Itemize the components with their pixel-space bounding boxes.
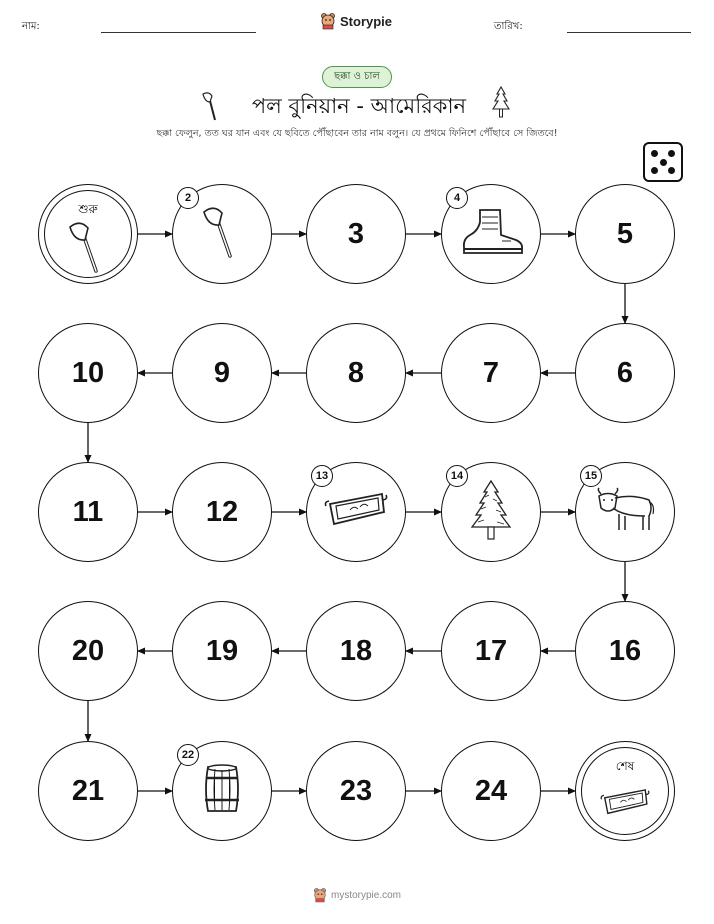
cell-number-badge: 13 — [311, 465, 333, 487]
board-cell-15 — [575, 462, 675, 562]
cell-number: 18 — [339, 634, 373, 667]
brand-name: Storypie — [340, 13, 393, 29]
finish-cell — [575, 741, 675, 841]
cell-number: 10 — [71, 356, 105, 389]
board-cell-14 — [441, 462, 541, 562]
cell-number: 17 — [474, 634, 508, 667]
cell-number: 20 — [71, 634, 105, 667]
board-cell-17 — [441, 601, 541, 701]
board-cell-5 — [575, 184, 675, 284]
board-cell-11 — [38, 462, 138, 562]
board-cell-23 — [306, 741, 406, 841]
ox-icon — [593, 486, 657, 538]
cell-number: 23 — [339, 774, 373, 807]
board-cell-22 — [172, 741, 272, 841]
cell-number: 21 — [71, 774, 105, 807]
board-cell-6 — [575, 323, 675, 423]
cell-number: 3 — [347, 217, 365, 250]
bear-logo-icon — [313, 887, 327, 903]
board-cell-18 — [306, 601, 406, 701]
start-label: শুরু — [78, 202, 98, 216]
start-cell — [38, 184, 138, 284]
board-cell-7 — [441, 323, 541, 423]
board-cell-20 — [38, 601, 138, 701]
cell-number: 7 — [482, 356, 500, 389]
footer — [0, 887, 714, 903]
cell-number-badge: 15 — [580, 465, 602, 487]
board-cell-2 — [172, 184, 272, 284]
cell-number: 16 — [608, 634, 642, 667]
cell-number: 11 — [72, 495, 104, 528]
instructions: ছক্কা ফেলুন, তত ঘর যান এবং যে ছবিতে পৌঁছাবেন তার নাম বলুন। যে প্রথমে ফিনিশে পৌঁছাবে সে জিতবে! — [156, 128, 558, 139]
cell-number: 6 — [616, 356, 634, 389]
baking-dish-icon — [600, 787, 650, 821]
footer-url[interactable]: mystorypie.com — [330, 889, 401, 901]
barrel-icon — [202, 763, 242, 819]
worksheet-title: পল বুনিয়ান - আমেরিকান — [251, 94, 467, 118]
cell-number: 24 — [474, 774, 508, 807]
board-cell-13 — [306, 462, 406, 562]
board-cell-8 — [306, 323, 406, 423]
date-label: তারিখ: — [494, 21, 523, 32]
cell-number: 12 — [205, 495, 239, 528]
baking-dish-icon — [324, 490, 388, 534]
cell-number: 5 — [616, 217, 634, 250]
board-cell-10 — [38, 323, 138, 423]
board-cell-9 — [172, 323, 272, 423]
board-cell-16 — [575, 601, 675, 701]
axe-icon — [66, 219, 110, 279]
board-cell-4 — [441, 184, 541, 284]
cell-number-badge: 22 — [177, 744, 199, 766]
name-label: নাম: — [22, 21, 40, 32]
cell-number-badge: 14 — [446, 465, 468, 487]
cell-number-badge: 2 — [177, 187, 199, 209]
finish-label: শেষ — [615, 759, 635, 773]
cell-number: 9 — [213, 356, 231, 389]
board-cell-3 — [306, 184, 406, 284]
boot-icon — [456, 207, 526, 261]
board-cell-24 — [441, 741, 541, 841]
activity-badge: ছক্কা ও চাল — [322, 66, 392, 88]
board-cell-19 — [172, 601, 272, 701]
pine-tree-icon — [469, 479, 513, 545]
board-cell-21 — [38, 741, 138, 841]
axe-icon — [200, 204, 244, 264]
cell-number: 19 — [205, 634, 239, 667]
cell-number-badge: 4 — [446, 187, 468, 209]
cell-number: 8 — [347, 356, 365, 389]
board-cell-12 — [172, 462, 272, 562]
